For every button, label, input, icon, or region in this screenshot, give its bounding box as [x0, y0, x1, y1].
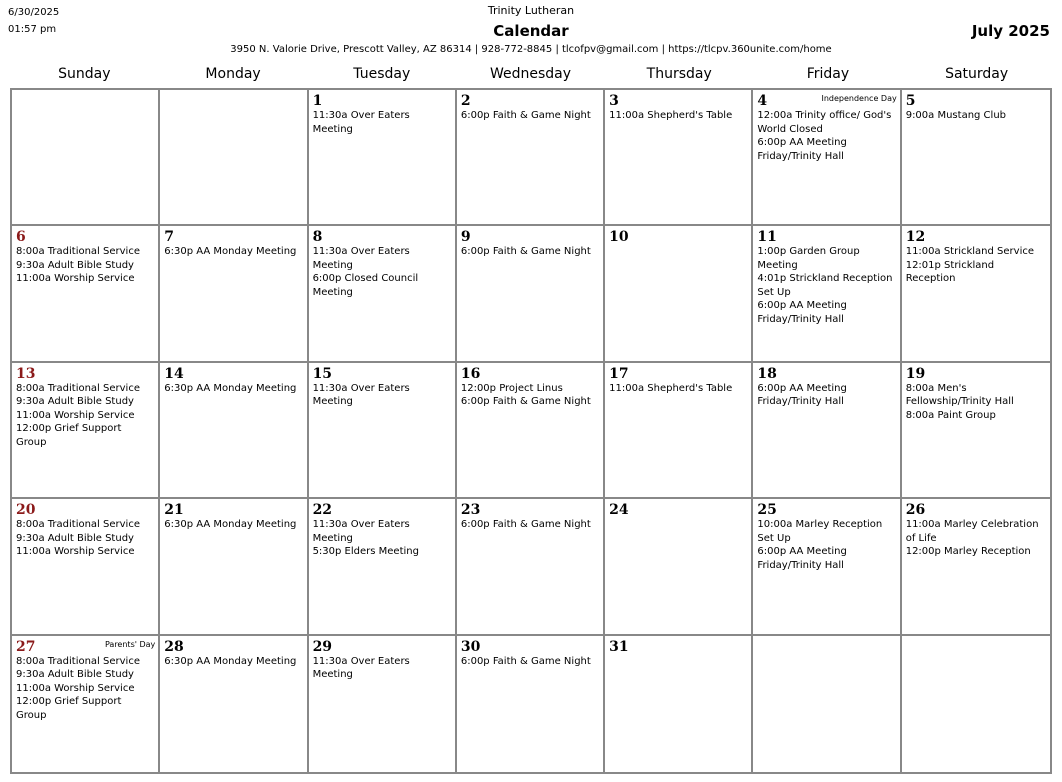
day-cell[interactable]	[457, 363, 605, 499]
day-cell[interactable]	[309, 363, 457, 499]
day-cell[interactable]	[160, 499, 308, 635]
calendar-event[interactable]: 6:00p AA Meeting Friday/Trinity Hall	[757, 382, 847, 408]
day-cell[interactable]	[160, 636, 308, 772]
day-cell[interactable]	[309, 90, 457, 226]
day-number: 17	[609, 365, 629, 382]
day-number: 11	[757, 229, 777, 246]
day-number: 13	[16, 365, 36, 382]
calendar-event[interactable]: 6:00p AA Meeting Friday/Trinity Hall	[757, 137, 847, 162]
day-cell[interactable]	[902, 636, 1050, 772]
day-cell[interactable]	[605, 499, 753, 635]
day-cell[interactable]	[457, 636, 605, 772]
calendar-event[interactable]: 12:00p Grief Support Group	[16, 696, 122, 721]
calendar-event[interactable]: 11:30a Over Eaters Meeting	[312, 655, 410, 681]
day-cell[interactable]	[457, 499, 605, 635]
calendar-event[interactable]: 6:00p Faith & Game Night	[460, 396, 591, 408]
calendar-event[interactable]: 12:00p Grief Support Group	[16, 423, 122, 448]
calendar-event[interactable]: 9:30a Adult Bible Study	[16, 396, 134, 408]
day-cell[interactable]	[160, 90, 308, 226]
calendar-event[interactable]: 6:00p AA Meeting Friday/Trinity Hall	[757, 300, 847, 325]
holiday-label: Parents' Day	[104, 639, 156, 649]
day-cell[interactable]	[902, 499, 1050, 635]
day-number: 24	[609, 502, 629, 519]
day-number: 2	[460, 93, 471, 109]
day-cell[interactable]	[309, 499, 457, 635]
day-cell[interactable]	[160, 363, 308, 499]
day-number: 28	[164, 638, 184, 655]
weekday-friday: Friday	[806, 66, 850, 82]
day-cell[interactable]	[12, 363, 160, 499]
day-number: 14	[164, 365, 184, 382]
calendar-event[interactable]: 6:00p Faith & Game Night	[460, 655, 591, 667]
calendar-event[interactable]: 11:00a Worship Service	[16, 273, 135, 285]
calendar-event[interactable]: 6:00p Faith & Game Night	[460, 246, 591, 258]
holiday-label: Independence Day	[821, 94, 897, 103]
calendar-event[interactable]: 11:00a Worship Service	[16, 682, 135, 694]
day-number: 1	[312, 93, 323, 109]
day-number: 21	[164, 502, 184, 519]
calendar-event[interactable]: 11:00a Worship Service	[16, 546, 135, 558]
calendar-event[interactable]: 6:00p AA Meeting Friday/Trinity Hall	[757, 546, 847, 571]
calendar-event[interactable]: 6:00p Closed Council Meeting	[312, 273, 419, 298]
day-number: 25	[757, 502, 777, 519]
calendar-event[interactable]: 11:00a Shepherd's Table	[609, 110, 733, 121]
calendar-grid	[10, 88, 1052, 774]
weekday-tuesday: Tuesday	[353, 66, 411, 82]
weekday-header-row	[10, 64, 1051, 86]
calendar-event[interactable]: 9:30a Adult Bible Study	[16, 669, 134, 681]
calendar-event[interactable]: 12:00a Trinity office/ God's World Closed	[757, 110, 892, 135]
print-date: 6/30/2025	[8, 7, 60, 18]
day-number: 15	[312, 365, 333, 382]
calendar-event[interactable]: 6:30p AA Monday Meeting	[164, 519, 297, 531]
day-cell[interactable]	[753, 363, 901, 499]
day-number: 20	[16, 502, 36, 519]
weekday-monday: Monday	[205, 66, 261, 82]
day-number: 30	[460, 638, 481, 655]
day-number: 29	[312, 638, 333, 655]
calendar-event[interactable]: 4:01p Strickland Reception Set Up	[757, 273, 893, 298]
day-cell[interactable]	[902, 90, 1050, 226]
day-number: 8	[312, 229, 323, 246]
day-cell[interactable]	[605, 226, 753, 362]
page-title: Calendar	[493, 22, 569, 40]
calendar-event[interactable]: 8:00a Men's Fellowship/Trinity Hall	[905, 382, 1014, 408]
calendar-event[interactable]: 8:00a Traditional Service	[16, 519, 140, 531]
calendar-event[interactable]: 11:30a Over Eaters Meeting	[312, 519, 410, 544]
weekday-sunday: Sunday	[58, 66, 111, 82]
day-number: 7	[164, 229, 175, 246]
org-name: Trinity Lutheran	[487, 4, 575, 17]
day-number: 6	[16, 229, 26, 246]
day-cell[interactable]	[12, 90, 160, 226]
calendar-event[interactable]: 8:00a Paint Group	[905, 409, 996, 421]
day-cell[interactable]	[12, 499, 160, 635]
day-number: 4	[757, 93, 768, 109]
calendar-event[interactable]: 8:00a Traditional Service	[16, 655, 140, 667]
day-number: 3	[609, 93, 619, 109]
calendar-event[interactable]: 6:30p AA Monday Meeting	[164, 246, 297, 258]
weekday-saturday: Saturday	[945, 66, 1009, 82]
weekday-wednesday: Wednesday	[489, 66, 572, 82]
calendar-event[interactable]: 9:30a Adult Bible Study	[16, 532, 134, 544]
print-time: 01:57 pm	[8, 24, 57, 35]
day-cell[interactable]	[605, 90, 753, 226]
day-cell[interactable]	[309, 636, 457, 772]
day-number: 10	[609, 229, 629, 246]
day-cell[interactable]	[753, 636, 901, 772]
day-cell[interactable]	[902, 363, 1050, 499]
address-line: 3950 N. Valorie Drive, Prescott Valley, AZ 86314 | 928-772-8845 | tlcofpv@gmail.com | https://tlcpv.360unite.com/home	[230, 44, 832, 55]
calendar-event[interactable]: 8:00a Traditional Service	[16, 246, 140, 258]
day-number: 27	[16, 638, 36, 655]
day-number: 31	[609, 638, 629, 655]
day-number: 23	[460, 502, 481, 519]
calendar-event[interactable]: 12:00p Marley Reception	[905, 546, 1031, 558]
calendar-event[interactable]: 11:30a Over Eaters Meeting	[312, 382, 410, 408]
day-number: 26	[905, 502, 926, 519]
day-cell[interactable]	[605, 363, 753, 499]
day-number: 22	[312, 502, 333, 519]
day-cell[interactable]	[753, 226, 901, 362]
day-number: 16	[460, 365, 481, 382]
day-cell[interactable]	[753, 499, 901, 635]
day-number: 5	[905, 93, 916, 109]
calendar-event[interactable]: 11:00a Marley Celebration of Life	[905, 519, 1039, 544]
calendar-event[interactable]: 6:00p Faith & Game Night	[460, 110, 591, 121]
day-cell[interactable]	[753, 90, 901, 226]
day-cell[interactable]	[160, 226, 308, 362]
calendar-event[interactable]: 11:30a Over Eaters Meeting	[312, 246, 410, 271]
day-number: 18	[757, 365, 777, 382]
day-cell[interactable]	[309, 226, 457, 362]
calendar-event[interactable]: 11:00a Worship Service	[16, 409, 135, 421]
day-cell[interactable]	[457, 226, 605, 362]
day-cell[interactable]	[902, 226, 1050, 362]
calendar-event[interactable]: 12:01p Strickland Reception	[905, 259, 995, 285]
calendar-event[interactable]: 6:00p Faith & Game Night	[460, 519, 591, 531]
day-cell[interactable]	[605, 636, 753, 772]
calendar-event[interactable]: 11:30a Over Eaters Meeting	[312, 110, 410, 135]
calendar-event[interactable]: 11:00a Strickland Service	[905, 246, 1035, 258]
calendar-event[interactable]: 6:30p AA Monday Meeting	[164, 382, 297, 394]
calendar-event[interactable]: 8:00a Traditional Service	[16, 382, 140, 394]
calendar-event[interactable]: 9:00a Mustang Club	[905, 110, 1007, 121]
calendar-event[interactable]: 1:00p Garden Group Meeting	[757, 246, 860, 271]
day-cell[interactable]	[12, 636, 160, 772]
month-label: July 2025	[971, 22, 1050, 40]
day-cell[interactable]	[12, 226, 160, 362]
calendar-event[interactable]: 9:30a Adult Bible Study	[16, 259, 134, 271]
calendar-event[interactable]: 11:00a Shepherd's Table	[609, 382, 733, 394]
weekday-thursday: Thursday	[646, 66, 712, 82]
calendar-event[interactable]: 6:30p AA Monday Meeting	[164, 655, 297, 667]
calendar-event[interactable]: 5:30p Elders Meeting	[312, 546, 419, 558]
calendar-event[interactable]: 10:00a Marley Reception Set Up	[757, 519, 883, 544]
day-number: 12	[905, 229, 926, 246]
calendar-event[interactable]: 12:00p Project Linus	[460, 382, 563, 394]
day-number: 9	[460, 229, 471, 246]
day-number: 19	[905, 365, 926, 382]
day-cell[interactable]	[457, 90, 605, 226]
